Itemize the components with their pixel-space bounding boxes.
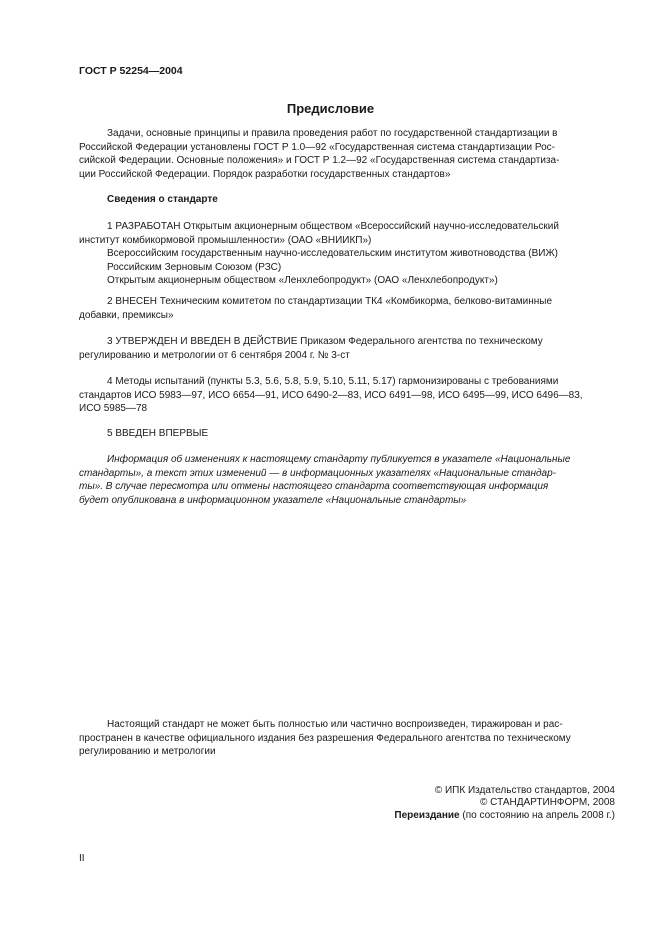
footer-notice-line: пространен в качестве официального издания без разрешения Федерального агентства по техническому	[79, 732, 571, 744]
intro-line: Задачи, основные принципы и правила проведения работ по государственной стандартизации в	[107, 128, 558, 139]
item-1-line: 1 РАЗРАБОТАН Открытым акционерным обществом «Всероссийский научно-исследовательский	[107, 221, 559, 232]
info-note-line: будет опубликована в информационном указателе «Национальные стандарты»	[79, 494, 467, 506]
item-3	[79, 335, 615, 362]
footer-notice	[79, 718, 615, 759]
reissue-note: (по состоянию на апрель 2008 г.)	[459, 809, 615, 821]
item-1-subline: Всероссийским государственным научно-исследовательским институтом животноводства (ВИЖ)	[107, 248, 559, 260]
item-2-line: добавки, премиксы»	[79, 309, 174, 321]
copyright-block	[394, 785, 615, 822]
footer-notice-line: регулированию и метрологии	[79, 746, 216, 758]
page-title: Предисловие	[286, 101, 375, 116]
info-note-line: Информация об изменениях к настоящему стандарту публикуется в указателе «Национальные	[107, 454, 571, 465]
item-1	[79, 220, 615, 288]
intro-line: сийской Федерации. Основные положения» и ГОСТ Р 1.2—92 «Государственная система стандартиза-	[79, 155, 560, 167]
intro-line: Российской Федерации установлены ГОСТ Р 1.0—92 «Государственная система стандартизации Рос-	[79, 141, 556, 153]
document-id-header: ГОСТ Р 52254—2004	[79, 65, 183, 77]
copyright-line: © СТАНДАРТИНФОРМ, 2008	[480, 797, 615, 809]
item-5-line: 5 ВВЕДЕН ВПЕРВЫЕ	[107, 428, 209, 439]
reissue-label: Переиздание	[394, 809, 460, 821]
item-1-line: институт комбикормовой промышленности» (ОАО «ВНИИКП»)	[79, 234, 372, 246]
intro-paragraph	[79, 127, 615, 181]
item-4-line: стандартов ИСО 5983—97, ИСО 6654—91, ИСО 6490-2—83, ИСО 6491—98, ИСО 6495—99, ИСО 6496—83,	[79, 389, 583, 401]
item-4-line: ИСО 5985—78	[79, 403, 148, 415]
page-number: II	[79, 853, 85, 864]
info-note-line: стандарты», а текст этих изменений — в информационных указателях «Национальные стандар-	[79, 467, 556, 479]
copyright-line: © ИПК Издательство стандартов, 2004	[434, 785, 615, 796]
item-5	[79, 427, 615, 441]
info-note-line: ты». В случае пересмотра или отмены настоящего стандарта соответствующая информация	[79, 481, 549, 493]
item-2	[79, 295, 615, 322]
item-1-subline: Российским Зерновым Союзом (РЗС)	[107, 261, 282, 273]
intro-line: ции Российской Федерации. Порядок разработки государственных стандартов»	[79, 168, 451, 180]
item-2-line: 2 ВНЕСЕН Техническим комитетом по стандартизации ТК4 «Комбикорма, белково-витаминные	[107, 296, 553, 307]
item-1-subline: Открытым акционерным обществом «Ленхлебопродукт» (ОАО «Ленхлебопродукт»)	[107, 275, 498, 287]
info-note	[79, 453, 615, 507]
footer-notice-line: Настоящий стандарт не может быть полностью или частично воспроизведен, тиражирован и рас-	[107, 719, 563, 730]
section-heading: Сведения о стандарте	[107, 194, 218, 205]
item-4	[79, 375, 615, 416]
item-4-line: 4 Методы испытаний (пункты 5.3, 5.6, 5.8, 5.9, 5.10, 5.11, 5.17) гармонизированы с требованиями	[107, 376, 559, 387]
item-3-line: 3 УТВЕРЖДЕН И ВВЕДЕН В ДЕЙСТВИЕ Приказом Федерального агентства по техническому	[107, 336, 543, 347]
section-heading-block	[79, 193, 615, 207]
reissue-line	[394, 810, 615, 822]
item-3-line: регулированию и метрологии от 6 сентября 2004 г. № 3-ст	[79, 349, 350, 361]
